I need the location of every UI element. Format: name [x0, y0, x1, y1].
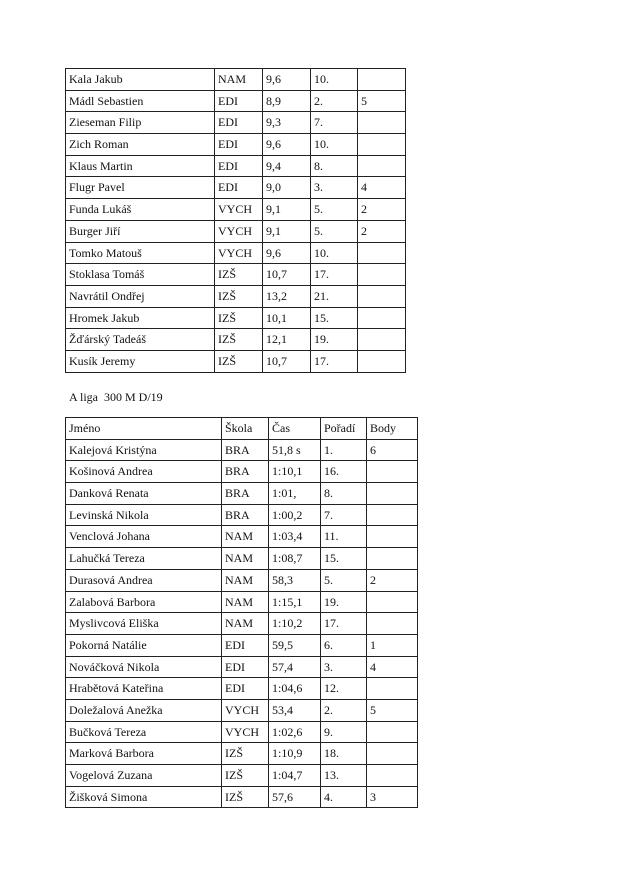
- table-row: [66, 678, 418, 700]
- cell-rank: 18.: [321, 743, 367, 765]
- results-table-girls-header: [66, 418, 418, 440]
- header-points: Body: [367, 418, 418, 440]
- table-row: [66, 569, 418, 591]
- table-row: [66, 591, 418, 613]
- cell-points: [358, 285, 406, 307]
- cell-points: [358, 307, 406, 329]
- cell-name: Kalejová Kristýna: [66, 439, 222, 461]
- cell-rank: 15.: [311, 307, 358, 329]
- cell-time: 9,6: [263, 242, 311, 264]
- table-row: [66, 220, 406, 242]
- table-row: [66, 155, 406, 177]
- cell-name: Navrátil Ondřej: [66, 285, 215, 307]
- cell-points: 1: [367, 634, 418, 656]
- cell-school: IZŠ: [222, 786, 269, 808]
- cell-name: Bučková Tereza: [66, 721, 222, 743]
- table-row: [66, 134, 406, 156]
- cell-time: 1:04,7: [269, 765, 321, 787]
- cell-points: [367, 721, 418, 743]
- cell-school: IZŠ: [222, 765, 269, 787]
- cell-points: 2: [358, 199, 406, 221]
- cell-name: Hrabětová Kateřina: [66, 678, 222, 700]
- table-row: [66, 439, 418, 461]
- table-row: [66, 504, 418, 526]
- cell-rank: 7.: [311, 112, 358, 134]
- cell-rank: 19.: [321, 591, 367, 613]
- cell-school: BRA: [222, 483, 269, 505]
- cell-points: [358, 134, 406, 156]
- cell-time: 1:04,6: [269, 678, 321, 700]
- cell-points: [367, 483, 418, 505]
- table-row: [66, 613, 418, 635]
- cell-points: 4: [358, 177, 406, 199]
- cell-rank: 17.: [321, 613, 367, 635]
- cell-points: 5: [367, 699, 418, 721]
- cell-school: BRA: [222, 461, 269, 483]
- cell-name: Zieseman Filip: [66, 112, 215, 134]
- cell-rank: 9.: [321, 721, 367, 743]
- cell-rank: 5.: [311, 220, 358, 242]
- cell-name: Burger Jiří: [66, 220, 215, 242]
- cell-rank: 5.: [321, 569, 367, 591]
- cell-name: Klaus Martin: [66, 155, 215, 177]
- cell-rank: 7.: [321, 504, 367, 526]
- cell-school: IZŠ: [222, 743, 269, 765]
- table-row: [66, 199, 406, 221]
- table-row: [66, 634, 418, 656]
- cell-points: [358, 264, 406, 286]
- cell-name: Lahučká Tereza: [66, 548, 222, 570]
- header-row: [66, 418, 418, 440]
- cell-rank: 8.: [311, 155, 358, 177]
- cell-school: EDI: [222, 678, 269, 700]
- cell-name: Žišková Simona: [66, 786, 222, 808]
- cell-school: EDI: [215, 177, 263, 199]
- header-time: Čas: [269, 418, 321, 440]
- cell-name: Danková Renata: [66, 483, 222, 505]
- cell-name: Stoklasa Tomáš: [66, 264, 215, 286]
- header-school: Škola: [222, 418, 269, 440]
- cell-school: VYCH: [215, 242, 263, 264]
- cell-school: VYCH: [215, 199, 263, 221]
- cell-time: 9,6: [263, 69, 311, 91]
- cell-rank: 3.: [321, 656, 367, 678]
- cell-time: 1:00,2: [269, 504, 321, 526]
- cell-points: [367, 613, 418, 635]
- cell-points: [358, 69, 406, 91]
- cell-name: Košinová Andrea: [66, 461, 222, 483]
- cell-rank: 13.: [321, 765, 367, 787]
- cell-school: IZŠ: [215, 350, 263, 372]
- cell-school: VYCH: [222, 699, 269, 721]
- cell-school: IZŠ: [215, 264, 263, 286]
- table-row: [66, 90, 406, 112]
- cell-school: BRA: [222, 504, 269, 526]
- cell-time: 1:02,6: [269, 721, 321, 743]
- cell-school: IZŠ: [215, 307, 263, 329]
- cell-time: 10,7: [263, 350, 311, 372]
- cell-time: 13,2: [263, 285, 311, 307]
- table-row: [66, 786, 418, 808]
- cell-points: [367, 526, 418, 548]
- results-table-boys-body: [66, 69, 406, 373]
- cell-points: [358, 155, 406, 177]
- cell-points: 4: [367, 656, 418, 678]
- cell-time: 53,4: [269, 699, 321, 721]
- cell-name: Pokorná Natálie: [66, 634, 222, 656]
- table-row: [66, 177, 406, 199]
- cell-name: Levinská Nikola: [66, 504, 222, 526]
- cell-rank: 5.: [311, 199, 358, 221]
- cell-name: Funda Lukáš: [66, 199, 215, 221]
- results-table-girls: [65, 417, 418, 808]
- table-row: [66, 69, 406, 91]
- table-row: [66, 721, 418, 743]
- cell-school: NAM: [215, 69, 263, 91]
- cell-points: 5: [358, 90, 406, 112]
- table-row: [66, 112, 406, 134]
- table-row: [66, 329, 406, 351]
- cell-school: NAM: [222, 591, 269, 613]
- table-row: [66, 461, 418, 483]
- cell-school: IZŠ: [215, 329, 263, 351]
- table-row: [66, 526, 418, 548]
- cell-time: 9,1: [263, 199, 311, 221]
- cell-rank: 1.: [321, 439, 367, 461]
- cell-school: EDI: [215, 90, 263, 112]
- cell-school: EDI: [222, 656, 269, 678]
- cell-name: Hromek Jakub: [66, 307, 215, 329]
- cell-time: 1:03,4: [269, 526, 321, 548]
- cell-time: 57,6: [269, 786, 321, 808]
- cell-time: 51,8 s: [269, 439, 321, 461]
- cell-name: Durasová Andrea: [66, 569, 222, 591]
- table-row: [66, 743, 418, 765]
- header-name: Jméno: [66, 418, 222, 440]
- cell-name: Kala Jakub: [66, 69, 215, 91]
- cell-time: 9,0: [263, 177, 311, 199]
- cell-points: [358, 242, 406, 264]
- cell-name: Flugr Pavel: [66, 177, 215, 199]
- cell-points: [367, 548, 418, 570]
- table-row: [66, 765, 418, 787]
- cell-rank: 4.: [321, 786, 367, 808]
- table-row: [66, 350, 406, 372]
- table-row: [66, 656, 418, 678]
- cell-time: 8,9: [263, 90, 311, 112]
- cell-school: VYCH: [222, 721, 269, 743]
- cell-rank: 12.: [321, 678, 367, 700]
- cell-name: Zich Roman: [66, 134, 215, 156]
- cell-school: NAM: [222, 526, 269, 548]
- cell-rank: 19.: [311, 329, 358, 351]
- cell-time: 58,3: [269, 569, 321, 591]
- cell-school: NAM: [222, 569, 269, 591]
- cell-time: 1:10,2: [269, 613, 321, 635]
- table-row: [66, 242, 406, 264]
- cell-name: Zalabová Barbora: [66, 591, 222, 613]
- results-table-boys: [65, 68, 406, 373]
- cell-points: [367, 765, 418, 787]
- cell-rank: 17.: [311, 350, 358, 372]
- cell-time: 1:01,: [269, 483, 321, 505]
- cell-time: 1:10,1: [269, 461, 321, 483]
- cell-rank: 21.: [311, 285, 358, 307]
- cell-rank: 16.: [321, 461, 367, 483]
- cell-rank: 10.: [311, 69, 358, 91]
- cell-name: Nováčková Nikola: [66, 656, 222, 678]
- section-heading: A liga 300 M D/19: [69, 390, 163, 404]
- table-row: [66, 548, 418, 570]
- cell-name: Žďárský Tadeáš: [66, 329, 215, 351]
- cell-time: 59,5: [269, 634, 321, 656]
- table-row: [66, 483, 418, 505]
- cell-points: 2: [367, 569, 418, 591]
- cell-rank: 10.: [311, 134, 358, 156]
- cell-name: Myslivcová Eliška: [66, 613, 222, 635]
- cell-name: Doležalová Anežka: [66, 699, 222, 721]
- cell-time: 10,7: [263, 264, 311, 286]
- cell-name: Kusík Jeremy: [66, 350, 215, 372]
- cell-time: 1:15,1: [269, 591, 321, 613]
- table-row: [66, 285, 406, 307]
- results-table-girls-body: [66, 439, 418, 808]
- cell-points: [367, 678, 418, 700]
- cell-time: 10,1: [263, 307, 311, 329]
- cell-rank: 3.: [311, 177, 358, 199]
- cell-name: Mádl Sebastien: [66, 90, 215, 112]
- cell-time: 1:10,9: [269, 743, 321, 765]
- cell-school: BRA: [222, 439, 269, 461]
- cell-name: Marková Barbora: [66, 743, 222, 765]
- cell-school: NAM: [222, 548, 269, 570]
- cell-time: 9,4: [263, 155, 311, 177]
- cell-points: [367, 591, 418, 613]
- cell-rank: 8.: [321, 483, 367, 505]
- cell-points: 6: [367, 439, 418, 461]
- cell-points: [367, 743, 418, 765]
- cell-points: [358, 350, 406, 372]
- cell-rank: 15.: [321, 548, 367, 570]
- header-rank: Pořadí: [321, 418, 367, 440]
- cell-rank: 11.: [321, 526, 367, 548]
- table-row: [66, 699, 418, 721]
- cell-points: [367, 461, 418, 483]
- cell-time: 9,6: [263, 134, 311, 156]
- cell-points: [358, 112, 406, 134]
- cell-rank: 2.: [321, 699, 367, 721]
- cell-school: EDI: [215, 134, 263, 156]
- cell-school: IZŠ: [215, 285, 263, 307]
- cell-points: [367, 504, 418, 526]
- cell-school: EDI: [215, 155, 263, 177]
- cell-time: 9,3: [263, 112, 311, 134]
- cell-points: 3: [367, 786, 418, 808]
- cell-time: 12,1: [263, 329, 311, 351]
- cell-rank: 10.: [311, 242, 358, 264]
- cell-school: EDI: [222, 634, 269, 656]
- cell-points: [358, 329, 406, 351]
- cell-name: Tomko Matouš: [66, 242, 215, 264]
- cell-rank: 6.: [321, 634, 367, 656]
- cell-rank: 2.: [311, 90, 358, 112]
- cell-time: 57,4: [269, 656, 321, 678]
- cell-school: NAM: [222, 613, 269, 635]
- table-row: [66, 264, 406, 286]
- cell-school: VYCH: [215, 220, 263, 242]
- cell-time: 1:08,7: [269, 548, 321, 570]
- table-row: [66, 307, 406, 329]
- cell-time: 9,1: [263, 220, 311, 242]
- cell-rank: 17.: [311, 264, 358, 286]
- cell-name: Vogelová Zuzana: [66, 765, 222, 787]
- cell-name: Venclová Johana: [66, 526, 222, 548]
- cell-school: EDI: [215, 112, 263, 134]
- cell-points: 2: [358, 220, 406, 242]
